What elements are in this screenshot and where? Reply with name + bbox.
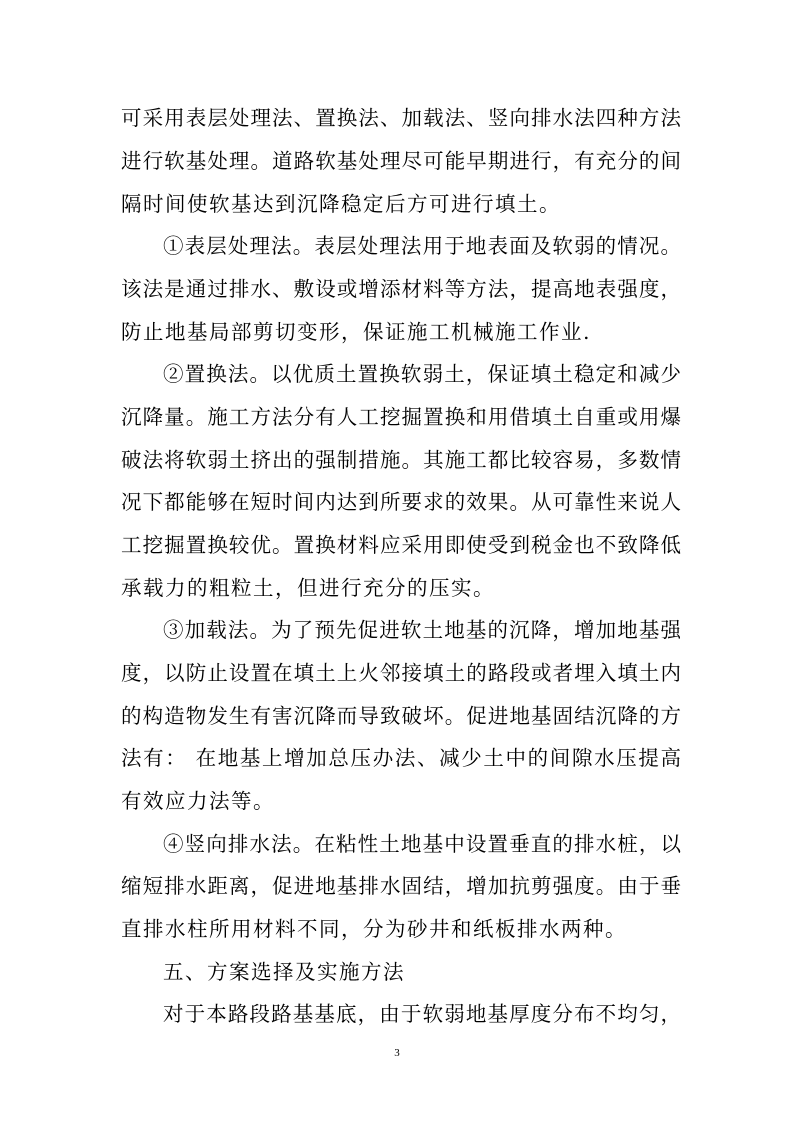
text-line: 况下都能够在短时间内达到所要求的效果。从可靠性来说人 xyxy=(121,490,681,514)
text-line: 缩短排水距离，促进地基排水固结，增加抗剪强度。由于垂 xyxy=(121,874,681,898)
text-line: 直排水柱所用材料不同，分为砂井和纸板排水两种。 xyxy=(121,917,627,941)
text-line: 沉降量。施工方法分有人工挖掘置换和用借填土自重或用爆 xyxy=(121,405,681,429)
text-line: 进行软基处理。道路软基处理尽可能早期进行，有充分的间 xyxy=(121,149,681,173)
text-line: 破法将软弱土挤出的强制措施。其施工都比较容易，多数情 xyxy=(121,448,681,472)
text-line: 的构造物发生有害沉降而导致破坏。促进地基固结沉降的方 xyxy=(121,704,681,728)
paragraph-heading-surcharge: ③加载法。为了预先促进软土地基的沉降，增加地基强 xyxy=(163,618,681,642)
page-number: 3 xyxy=(394,1047,400,1059)
text-line: 防止地基局部剪切变形，保证施工机械施工作业. xyxy=(121,320,592,344)
text-line: 有效应力法等。 xyxy=(121,789,275,813)
text-line: 隔时间使软基达到沉降稳定后方可进行填土。 xyxy=(121,192,561,216)
paragraph-heading-replacement: ②置换法。以优质土置换软弱土，保证填土稳定和减少 xyxy=(163,362,681,386)
text-line: 该法是通过排水、敷设或增添材料等方法，提高地表强度， xyxy=(121,277,681,301)
paragraph-heading-surface-treatment: ①表层处理法。表层处理法用于地表面及软弱的情况。 xyxy=(163,234,681,258)
text-line: 承载力的粗粒土，但进行充分的压实。 xyxy=(121,576,495,600)
paragraph-heading-vertical-drainage: ④竖向排水法。在粘性土地基中设置垂直的排水桩，以 xyxy=(163,832,681,856)
text-line: 可采用表层处理法、置换法、加载法、竖向排水法四种方法 xyxy=(121,106,681,130)
text-line: 法有： 在地基上增加总压办法、减少土中的间隙水压提高 xyxy=(121,746,681,770)
text-line: 工挖掘置换较优。置换材料应采用即使受到税金也不致降低 xyxy=(121,533,681,557)
text-line: 度，以防止设置在填土上火邻接填土的路段或者埋入填土内 xyxy=(121,661,681,685)
text-line: 对于本路段路基基底，由于软弱地基厚度分布不均匀， xyxy=(163,1002,681,1026)
section-heading: 五、方案选择及实施方法 xyxy=(163,960,405,984)
